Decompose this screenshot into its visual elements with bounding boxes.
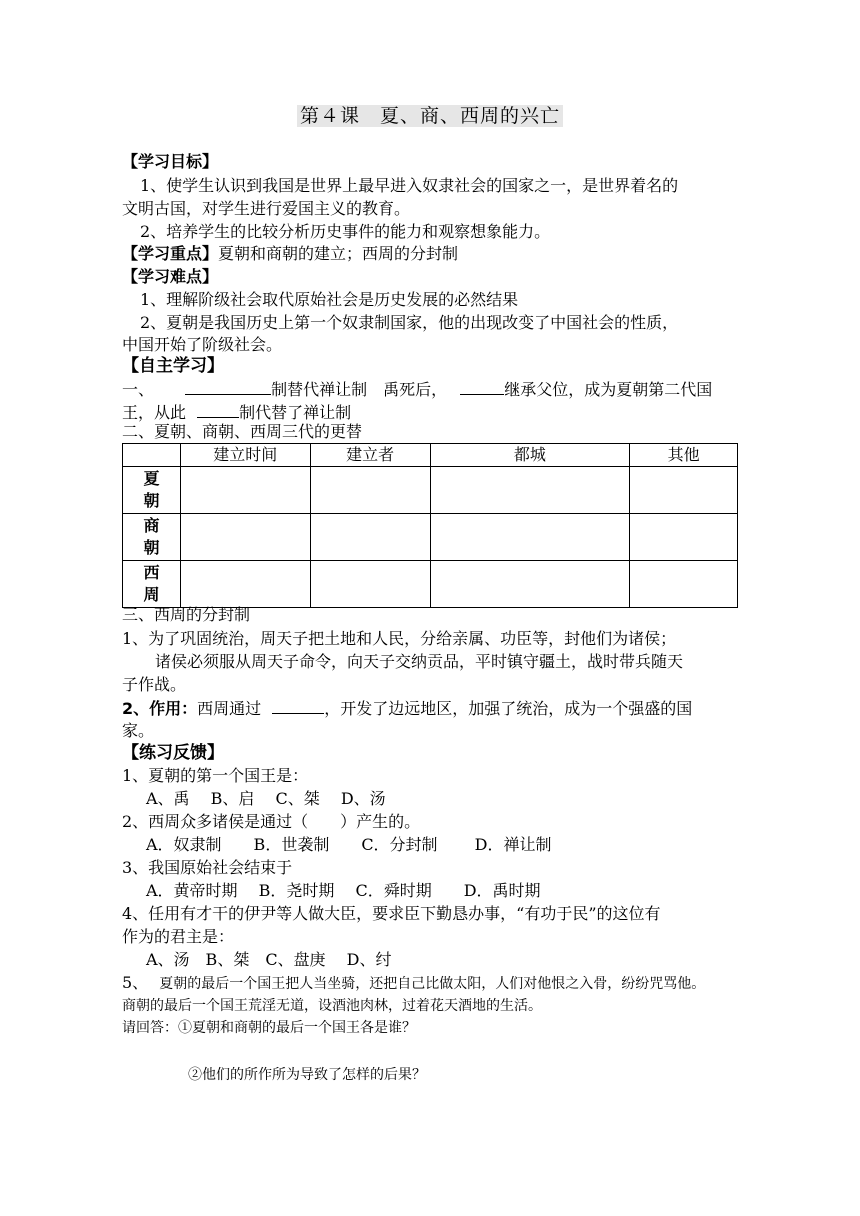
row-header-shang: 商 朝 bbox=[123, 514, 181, 561]
table-cell[interactable] bbox=[630, 514, 738, 561]
table-cell[interactable] bbox=[310, 561, 430, 608]
table-cell[interactable] bbox=[180, 467, 310, 514]
table-header-cell bbox=[123, 444, 181, 467]
q1-text-e: 制代替了禅让制 bbox=[239, 403, 352, 422]
table-header-cell: 其他 bbox=[630, 444, 738, 467]
practice-q4-options: A、汤 B、桀 C、盘庚 D、纣 bbox=[146, 950, 392, 969]
fengjian-line-2: 诸侯必须服从周天子命令，向天子交纳贡品，平时镇守疆土，战时带兵随天 bbox=[155, 652, 684, 671]
difficulties-line-3: 中国开始了阶级社会。 bbox=[122, 335, 283, 354]
practice-q4-line-2: 作为的君主是： bbox=[122, 927, 235, 946]
q1-text-c: 继承父位，成为夏朝第二代国 bbox=[504, 380, 713, 399]
self-study-q1-line-1 bbox=[122, 378, 712, 401]
dynasties-table bbox=[122, 443, 738, 608]
q1-prefix: 一、 bbox=[122, 380, 155, 399]
practice-q5-line-1 bbox=[122, 972, 705, 995]
self-study-heading: 【自主学习】 bbox=[122, 356, 224, 376]
self-study-q2: 二、夏朝、商朝、西周三代的更替 bbox=[122, 422, 363, 441]
table-cell[interactable] bbox=[430, 467, 630, 514]
table-cell[interactable] bbox=[430, 514, 630, 561]
table-cell[interactable] bbox=[180, 561, 310, 608]
fengjian-effect-line-2: 家。 bbox=[122, 721, 155, 740]
table-cell[interactable] bbox=[310, 467, 430, 514]
fill-blank[interactable] bbox=[272, 697, 324, 714]
row-header-xia: 夏 朝 bbox=[123, 467, 181, 514]
fill-blank[interactable] bbox=[460, 378, 504, 395]
practice-q5-line-2: 商朝的最后一个国王荒淫无道，设酒池肉林，过着花天酒地的生活。 bbox=[122, 998, 542, 1014]
table-cell[interactable] bbox=[310, 514, 430, 561]
difficulties-heading: 【学习难点】 bbox=[122, 267, 219, 286]
fill-blank[interactable] bbox=[185, 378, 271, 395]
practice-q3-options: A．黄帝时期 B．尧时期 C．舜时期 D．禹时期 bbox=[146, 881, 541, 900]
practice-q5-line-4: ②他们的所作所为导致了怎样的后果？ bbox=[188, 1067, 426, 1083]
key-points-text: 夏朝和商朝的建立；西周的分封制 bbox=[218, 244, 459, 263]
practice-q2-options: A．奴隶制 B．世袭制 C．分封制 D．禅让制 bbox=[146, 835, 552, 854]
lesson-title bbox=[0, 103, 860, 129]
lesson-title-text: 第４课 夏、商、西周的兴亡 bbox=[297, 105, 563, 127]
table-row bbox=[123, 467, 738, 514]
difficulties-line-1: 1、理解阶级社会取代原始社会是历史发展的必然结果 bbox=[140, 290, 519, 309]
fengjian-line-3: 子作战。 bbox=[122, 675, 187, 694]
table-cell[interactable] bbox=[630, 561, 738, 608]
table-row bbox=[123, 561, 738, 608]
effect-label: 2、作用： bbox=[122, 699, 198, 718]
q5-text-1: 夏朝的最后一个国王把人当坐骑，还把自己比做太阳，人们对他恨之入骨，纷纷咒骂他。 bbox=[159, 976, 706, 992]
table-row bbox=[123, 514, 738, 561]
q1-text-b: 制替代禅让制 禹死后， bbox=[271, 380, 448, 399]
practice-q5-line-3: 请回答：①夏朝和商朝的最后一个国王各是谁？ bbox=[122, 1020, 416, 1036]
fengjian-heading: 三、西周的分封制 bbox=[122, 605, 251, 624]
practice-q1: 1、夏朝的第一个国王是： bbox=[122, 766, 309, 785]
table-header-row bbox=[123, 444, 738, 467]
key-points-heading: 【学习重点】 bbox=[122, 244, 219, 263]
table-cell[interactable] bbox=[180, 514, 310, 561]
table-header-cell: 建立者 bbox=[310, 444, 430, 467]
key-points bbox=[122, 243, 458, 265]
objectives-line-1: 1、使学生认识到我国是世界上最早进入奴隶社会的国家之一，是世界着名的 bbox=[140, 176, 679, 195]
fill-blank[interactable] bbox=[197, 401, 239, 418]
objectives-line-2: 文明古国，对学生进行爱国主义的教育。 bbox=[122, 199, 411, 218]
practice-heading: 【练习反馈】 bbox=[122, 743, 224, 763]
table-header-cell: 都城 bbox=[430, 444, 630, 467]
objectives-heading: 【学习目标】 bbox=[122, 152, 219, 171]
practice-q1-options: A、禹 B、启 C、桀 D、汤 bbox=[146, 789, 386, 808]
fengjian-line-1: 1、为了巩固统治，周天子把土地和人民，分给亲属、功臣等，封他们为诸侯； bbox=[122, 629, 677, 648]
table-header-cell: 建立时间 bbox=[180, 444, 310, 467]
fengjian-effect-line-1 bbox=[122, 697, 692, 720]
difficulties-line-2: 2、夏朝是我国历史上第一个奴隶制国家，他的出现改变了中国社会的性质， bbox=[140, 313, 679, 332]
practice-q3: 3、我国原始社会结束于 bbox=[122, 858, 293, 877]
table-cell[interactable] bbox=[430, 561, 630, 608]
objectives-line-3: 2、培养学生的比较分析历史事件的能力和观察想象能力。 bbox=[140, 222, 551, 241]
q1-text-d: 王，从此 bbox=[122, 403, 187, 422]
effect-text-a: 西周通过 bbox=[197, 699, 262, 718]
table-cell[interactable] bbox=[630, 467, 738, 514]
row-header-xizhou: 西 周 bbox=[123, 561, 181, 608]
practice-q4-line-1: 4、任用有才干的伊尹等人做大臣，要求臣下勤恳办事，“有功于民”的这位有 bbox=[122, 904, 661, 923]
practice-q2: 2、西周众多诸侯是通过（ ）产生的。 bbox=[122, 812, 421, 831]
q5-number: 5、 bbox=[122, 973, 149, 992]
effect-text-b: ，开发了边远地区，加强了统治，成为一个强盛的国 bbox=[324, 699, 693, 718]
